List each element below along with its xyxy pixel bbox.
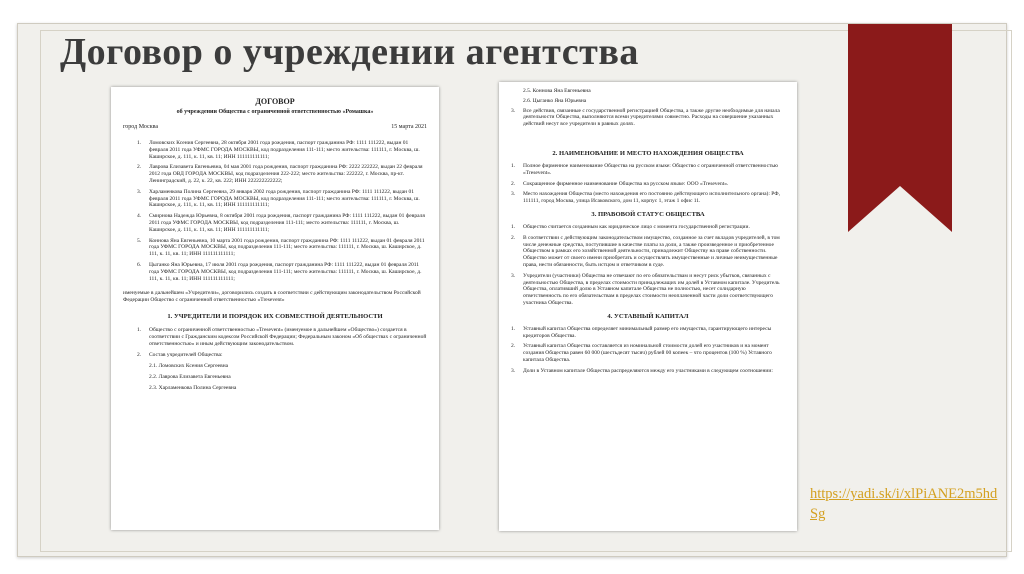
clause-item: 1. Уставный капитал Общества определяет минимальный размер его имущества, гарантирующего интересы кредиторов Общества. — [511, 325, 772, 339]
contract-date: 15 марта 2021 — [391, 124, 427, 130]
slide-title: Договор о учреждении агентства — [60, 31, 639, 73]
founder-subitem: 2.3. Харламенкова Полина Сергеевна — [149, 384, 237, 391]
city-date-row — [123, 124, 427, 130]
founder-item: 2. Лаврова Елизавета Евгеньевна, 04 мая 2001 года рождения, паспорт гражданина РФ: 2222 222222, выдан 22 февраля 2012 года ОВД ГОРОДА МОСКВЫ, код подразделения 222-222; место жительства: 222222, г. Москва, пр-кт. Ленинградский, д. 22, к. 22, кв. 222; ИНН 222222222222; — [137, 164, 423, 184]
yandex-disk-link[interactable]: https://yadi.sk/i/xlPiANE2m5hdSg — [810, 486, 998, 522]
founder-item: 1. Ломовских Ксения Сергеевна, 28 октября 2001 года рождения, паспорт гражданина РФ: 1111 111222, выдан 01 февраля 2011 года УФМС ГОРОДА МОСКВЫ, код подразделения 111-111; место жительства: 111111, г. Москва, ш. Каширское, д. 111, к. 11, кв. 11; ИНН 111111111111; — [137, 140, 420, 160]
founder-item: 3. Харламенкова Полина Сергеевна, 29 января 2002 года рождения, паспорт гражданина РФ: 1111 111222, выдан 01 февраля 2011 года УФМС ГОРОДА МОСКВЫ, код подразделения 111-111; место жительства: 111111, г. Москва, ш. Каширское, д. 111, к. 11, кв. 11; ИНН 111111111111; — [137, 188, 420, 209]
clause-item: 3. Доли в Уставном капитале Общества распределяются между его участниками в следующем соотношении: — [511, 367, 773, 374]
section-3-heading: 3. ПРАВОВОЙ СТАТУС ОБЩЕСТВА — [591, 210, 705, 218]
founder-subitem: 2.5. Коннова Яна Евгеньевна — [523, 88, 591, 94]
bookmark-ribbon-icon — [848, 24, 952, 232]
founder-item: 6. Цыганко Яна Юрьевна, 17 июля 2001 года рождения, паспорт гражданина РФ: 1111 111222, выдан 01 февраля 2011 года УФМС ГОРОДА МОСКВЫ, код подразделения 111-111; место жительства: 111111, г. Москва, ш. Каширское, д. 111, к. 11, кв. 11; ИНН 111111111111; — [137, 261, 422, 282]
clause-item: 1. Общество считается созданным как юридическое лицо с момента государственной регистрации. — [511, 223, 750, 230]
clause-item: 1. Полное фирменное наименование Общества на русском языке: Общество с ограниченной ответственностью «Tresevent». — [511, 162, 779, 176]
clause-item: 3. Все действия, связанные с государственной регистрацией Общества, а также другие необходимые для начала деятельности Общества, выполняются всеми учредителями совместно. Расходы на совершение указанных действий несут все учредители в равных долях. — [511, 107, 780, 128]
document-page-2 — [499, 82, 797, 531]
founder-subitem: 2.6. Цыганко Яна Юрьевна — [523, 97, 587, 104]
clause-item: 2. В соответствии с действующим законодательством имущество, созданное за счет вкладов учредителей, в том числе денежные средства, поступившие в качестве платы за доли, а также произведенное и приобретенное Обществом в рамках его хозяйственной деятельности, принадлежит Обществу на праве собственности. Общество может от своего имени приобретать и осуществлять имущественные и личные неимущественные права, нести обязанности, быть истцом и ответчиком в суде. — [511, 234, 780, 268]
contract-title: ДОГОВОР — [255, 97, 295, 106]
clause-item: 2. Состав учредителей Общества: — [137, 352, 223, 359]
clause-item: 2. Сокращенное фирменное наименование Общества на русском языке: ООО «Tresevent». — [511, 180, 729, 187]
founder-item: 5. Коннова Яна Евгеньевна, 10 марта 2001 года рождения, паспорт гражданина РФ: 1111 111222, выдан 01 февраля 2011 года УФМС ГОРОДА МОСКВЫ, код подразделения 111-111; место жительства: 111111, г. Москва, ш. Каширское, д. 111, к. 11, кв. 11; ИНН 111111111111; — [137, 237, 425, 258]
intro-paragraph: именуемые в дальнейшем «Учредители», договорились создать в соответствии с действующим законодательством Российской Федерации Общество с ограниченной ответственностью «Tresevent» — [123, 290, 421, 304]
contract-subtitle: об учреждении Общества с ограниченной ответственностью «Ромашка» — [176, 109, 374, 115]
document-page-1 — [111, 87, 439, 530]
founder-subitem: 2.2. Лаврова Елизавета Евгеньевна — [149, 373, 231, 380]
clause-item: 3. Учредители (участники) Общества не отвечают по его обязательствам и несут риск убытков, связанных с деятельностью Общества, в пределах стоимости принадлежащих им долей в Уставном капитале. Учредитель Общества, оплативший долю в Уставном капитале Общества не полностью, несет солидарную ответственность по его обязательствам в пределах стоимости неоплаченной части доли соответствующего участника Общества. — [511, 272, 780, 306]
clause-item: 3. Место нахождения Общества (место нахождения его постоянно действующего исполнительного органа): РФ, 111111, город Москва, улица Исаковского, дом 11, корпус 1, этаж 1 офис 11. — [511, 191, 780, 205]
section-1-heading: 1. УЧРЕДИТЕЛИ И ПОРЯДОК ИХ СОВМЕСТНОЙ ДЕЯТЕЛЬНОСТИ — [167, 312, 383, 320]
section-2-heading: 2. НАИМЕНОВАНИЕ И МЕСТО НАХОЖДЕНИЯ ОБЩЕСТВА — [552, 149, 744, 157]
founder-item: 4. Смирнова Надежда Юрьевна, 8 октября 2001 года рождения, паспорт гражданина РФ: 1111 111222, выдан 01 февраля 2011 года УФМС ГОРОДА МОСКВЫ, код подразделения 111-111; место жительства: 111111, г. Москва, ш. Каширское, д. 111, к. 11, кв. 11; ИНН 111111111111; — [137, 213, 425, 233]
section-4-heading: 4. УСТАВНЫЙ КАПИТАЛ — [607, 312, 689, 320]
contract-city: город Москва — [123, 124, 159, 130]
founder-subitem: 2.1. Ломовских Ксения Сергеевна — [149, 363, 229, 370]
clause-item: 2. Уставный капитал Общества составляется из номинальной стоимости долей его участников и на момент создания Общества равен 60 000 (шестьдесят тысяч) рублей 00 копеек – что процентов (100 %) Уставного капитала Общества. — [511, 343, 772, 363]
clause-item: 1. Общество с ограниченной ответственностью «Tresevent» (именуемое в дальнейшем «Общество») создается в соответствии с Гражданским кодексом Российской Федерации; Федеральным законом «Об обществах с ограниченной ответственностью» и иным действующим законодательством. — [137, 326, 427, 347]
